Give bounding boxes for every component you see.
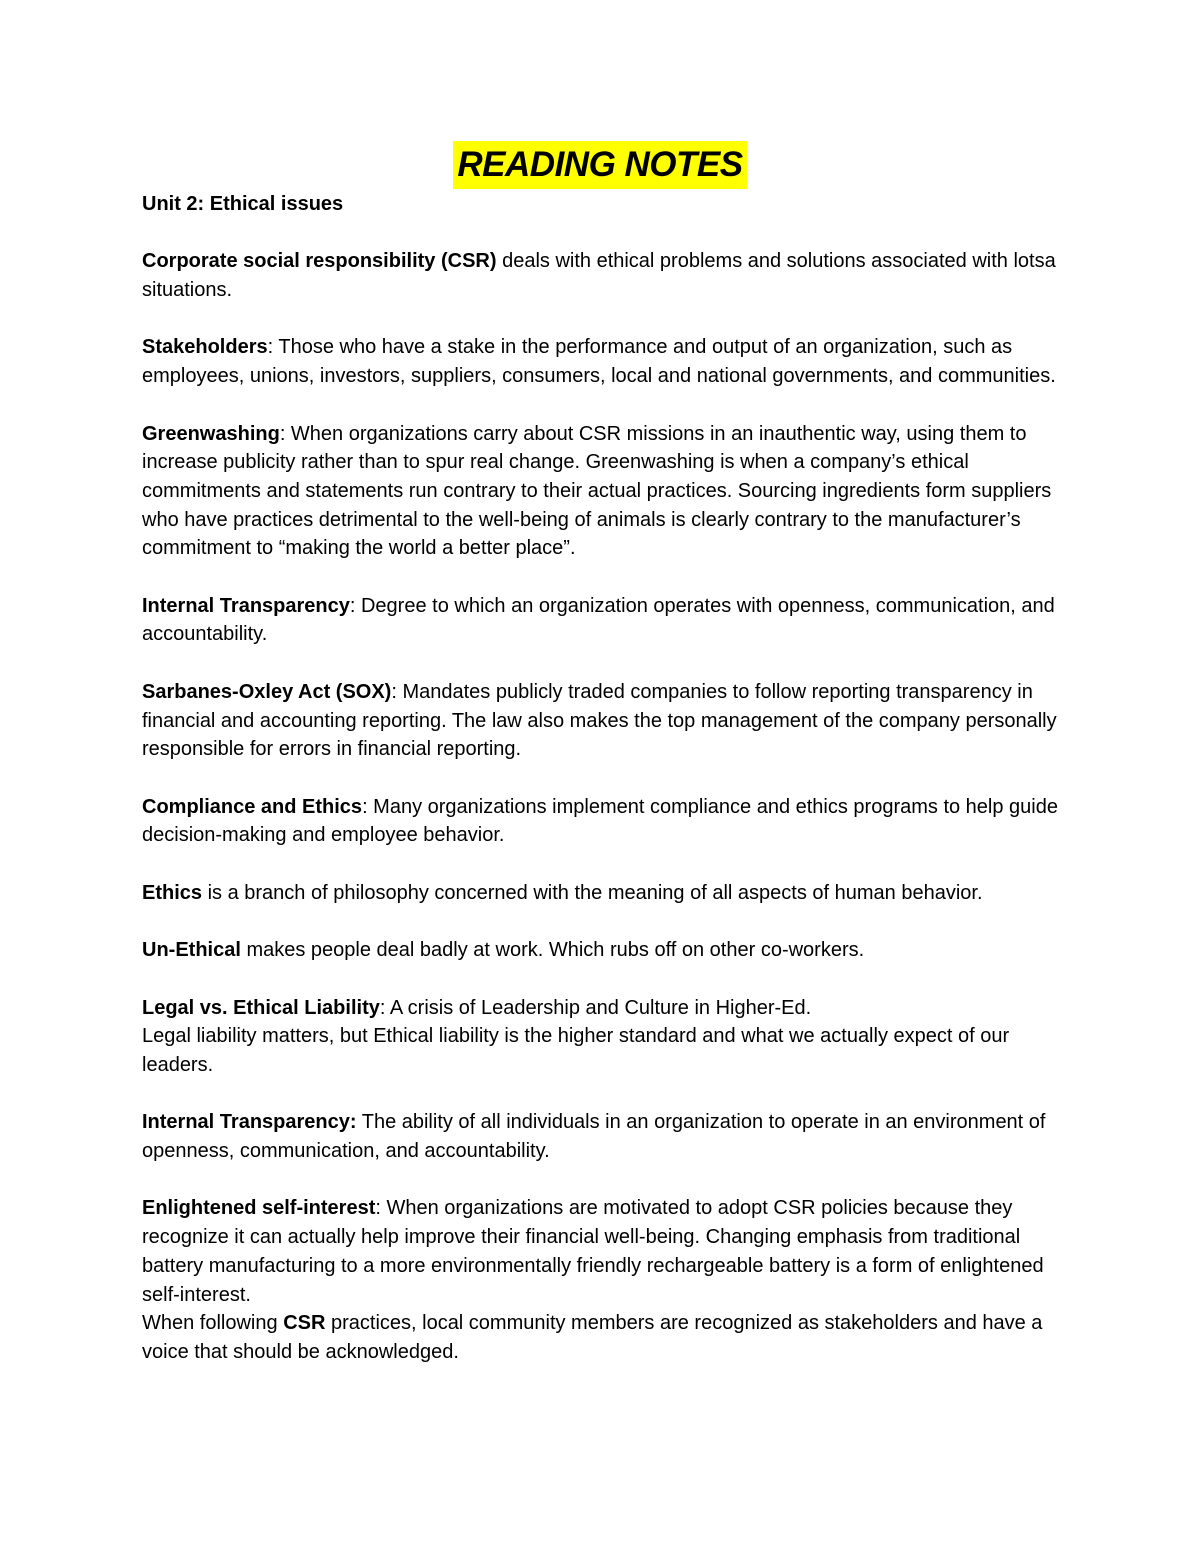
note-compliance <box>142 793 1067 850</box>
note-term: Legal vs. Ethical Liability <box>142 996 380 1019</box>
note-internal-transparency-2 <box>142 1108 1067 1165</box>
note-text: deals with ethical problems and solutions associated with lotsa situations. <box>142 250 1056 302</box>
note-ethics <box>142 879 1067 908</box>
note-text: : A crisis of Leadership and Culture in Higher-Ed. <box>379 996 812 1019</box>
note-text: makes people deal badly at work. Which rubs off on other co-workers. <box>240 939 865 962</box>
note-internal-transparency-1 <box>142 592 1067 649</box>
note-term: Enlightened self-interest <box>142 1197 376 1220</box>
page-title: READING NOTES <box>453 141 746 189</box>
note-term: Compliance and Ethics <box>142 795 363 818</box>
note-sox <box>142 678 1067 764</box>
note-text: The ability of all individuals in an organization to operate in an environment of openness, communication, and accountability. <box>142 1111 1046 1163</box>
unit-heading-text: Unit 2: Ethical issues <box>142 193 344 215</box>
note-text: practices, local community members are recognized as stakeholders and have a voice that should be acknowledged. <box>142 1312 1043 1363</box>
note-text: : When organizations are motivated to adopt CSR policies because they recognize it can actually help improve their financial well-being. Changing emphasis from traditional battery manufacturing to a more environmentally friendly rechargeable battery is a form of enlightened self-interest. <box>142 1197 1044 1306</box>
note-stakeholders <box>142 333 1067 390</box>
note-legal-followup <box>142 1022 1067 1079</box>
unit-heading <box>142 190 1067 219</box>
note-term: Un-Ethical <box>142 939 241 962</box>
note-text: : When organizations carry about CSR missions in an inauthentic way, using them to increase publicity rather than to spur real change. Greenwashing is when a company’s ethical commitments and statements run contrary to their actual practices. Sourcing ingredients form suppliers who have practices detrimental to the well-being of animals is clearly contrary to the manufacturer’s commitment to “making the world a better place”. <box>142 422 1052 560</box>
note-text: : Many organizations implement compliance and ethics programs to help guide decision-making and employee behavior. <box>142 795 1058 847</box>
note-term: Corporate social responsibility (CSR) <box>142 250 497 273</box>
note-text: : Mandates publicly traded companies to follow reporting transparency in financial and accounting reporting. The law also makes the top management of the company personally responsible for errors in financial reporting. <box>142 680 1057 761</box>
note-text: : Those who have a stake in the performance and output of an organization, such as employees, unions, investors, suppliers, consumers, local and national governments, and communities. <box>142 336 1056 388</box>
note-term: Stakeholders <box>142 336 268 359</box>
note-text: is a branch of philosophy concerned with the meaning of all aspects of human behavior. <box>202 881 983 904</box>
note-term: Ethics <box>142 881 203 904</box>
note-term: Greenwashing <box>142 422 280 445</box>
notes-body <box>142 190 1067 1395</box>
note-term: Internal Transparency <box>142 594 350 617</box>
note-text: Legal liability matters, but Ethical liability is the higher standard and what we actually expect of our leaders. <box>142 1025 1010 1076</box>
note-legal-vs-ethical <box>142 994 1067 1023</box>
note-csr <box>142 247 1067 304</box>
note-term: Sarbanes-Oxley Act (SOX) <box>142 680 392 703</box>
note-unethical <box>142 936 1067 965</box>
note-text: : Degree to which an organization operates with openness, communication, and accountability. <box>142 594 1055 646</box>
note-term: Internal Transparency: <box>142 1111 357 1134</box>
note-term: CSR <box>283 1312 326 1335</box>
note-closing <box>142 1309 1067 1366</box>
title-container <box>0 141 1200 189</box>
note-greenwashing <box>142 420 1067 564</box>
note-text: When following <box>142 1312 284 1335</box>
note-enlightened <box>142 1194 1067 1309</box>
